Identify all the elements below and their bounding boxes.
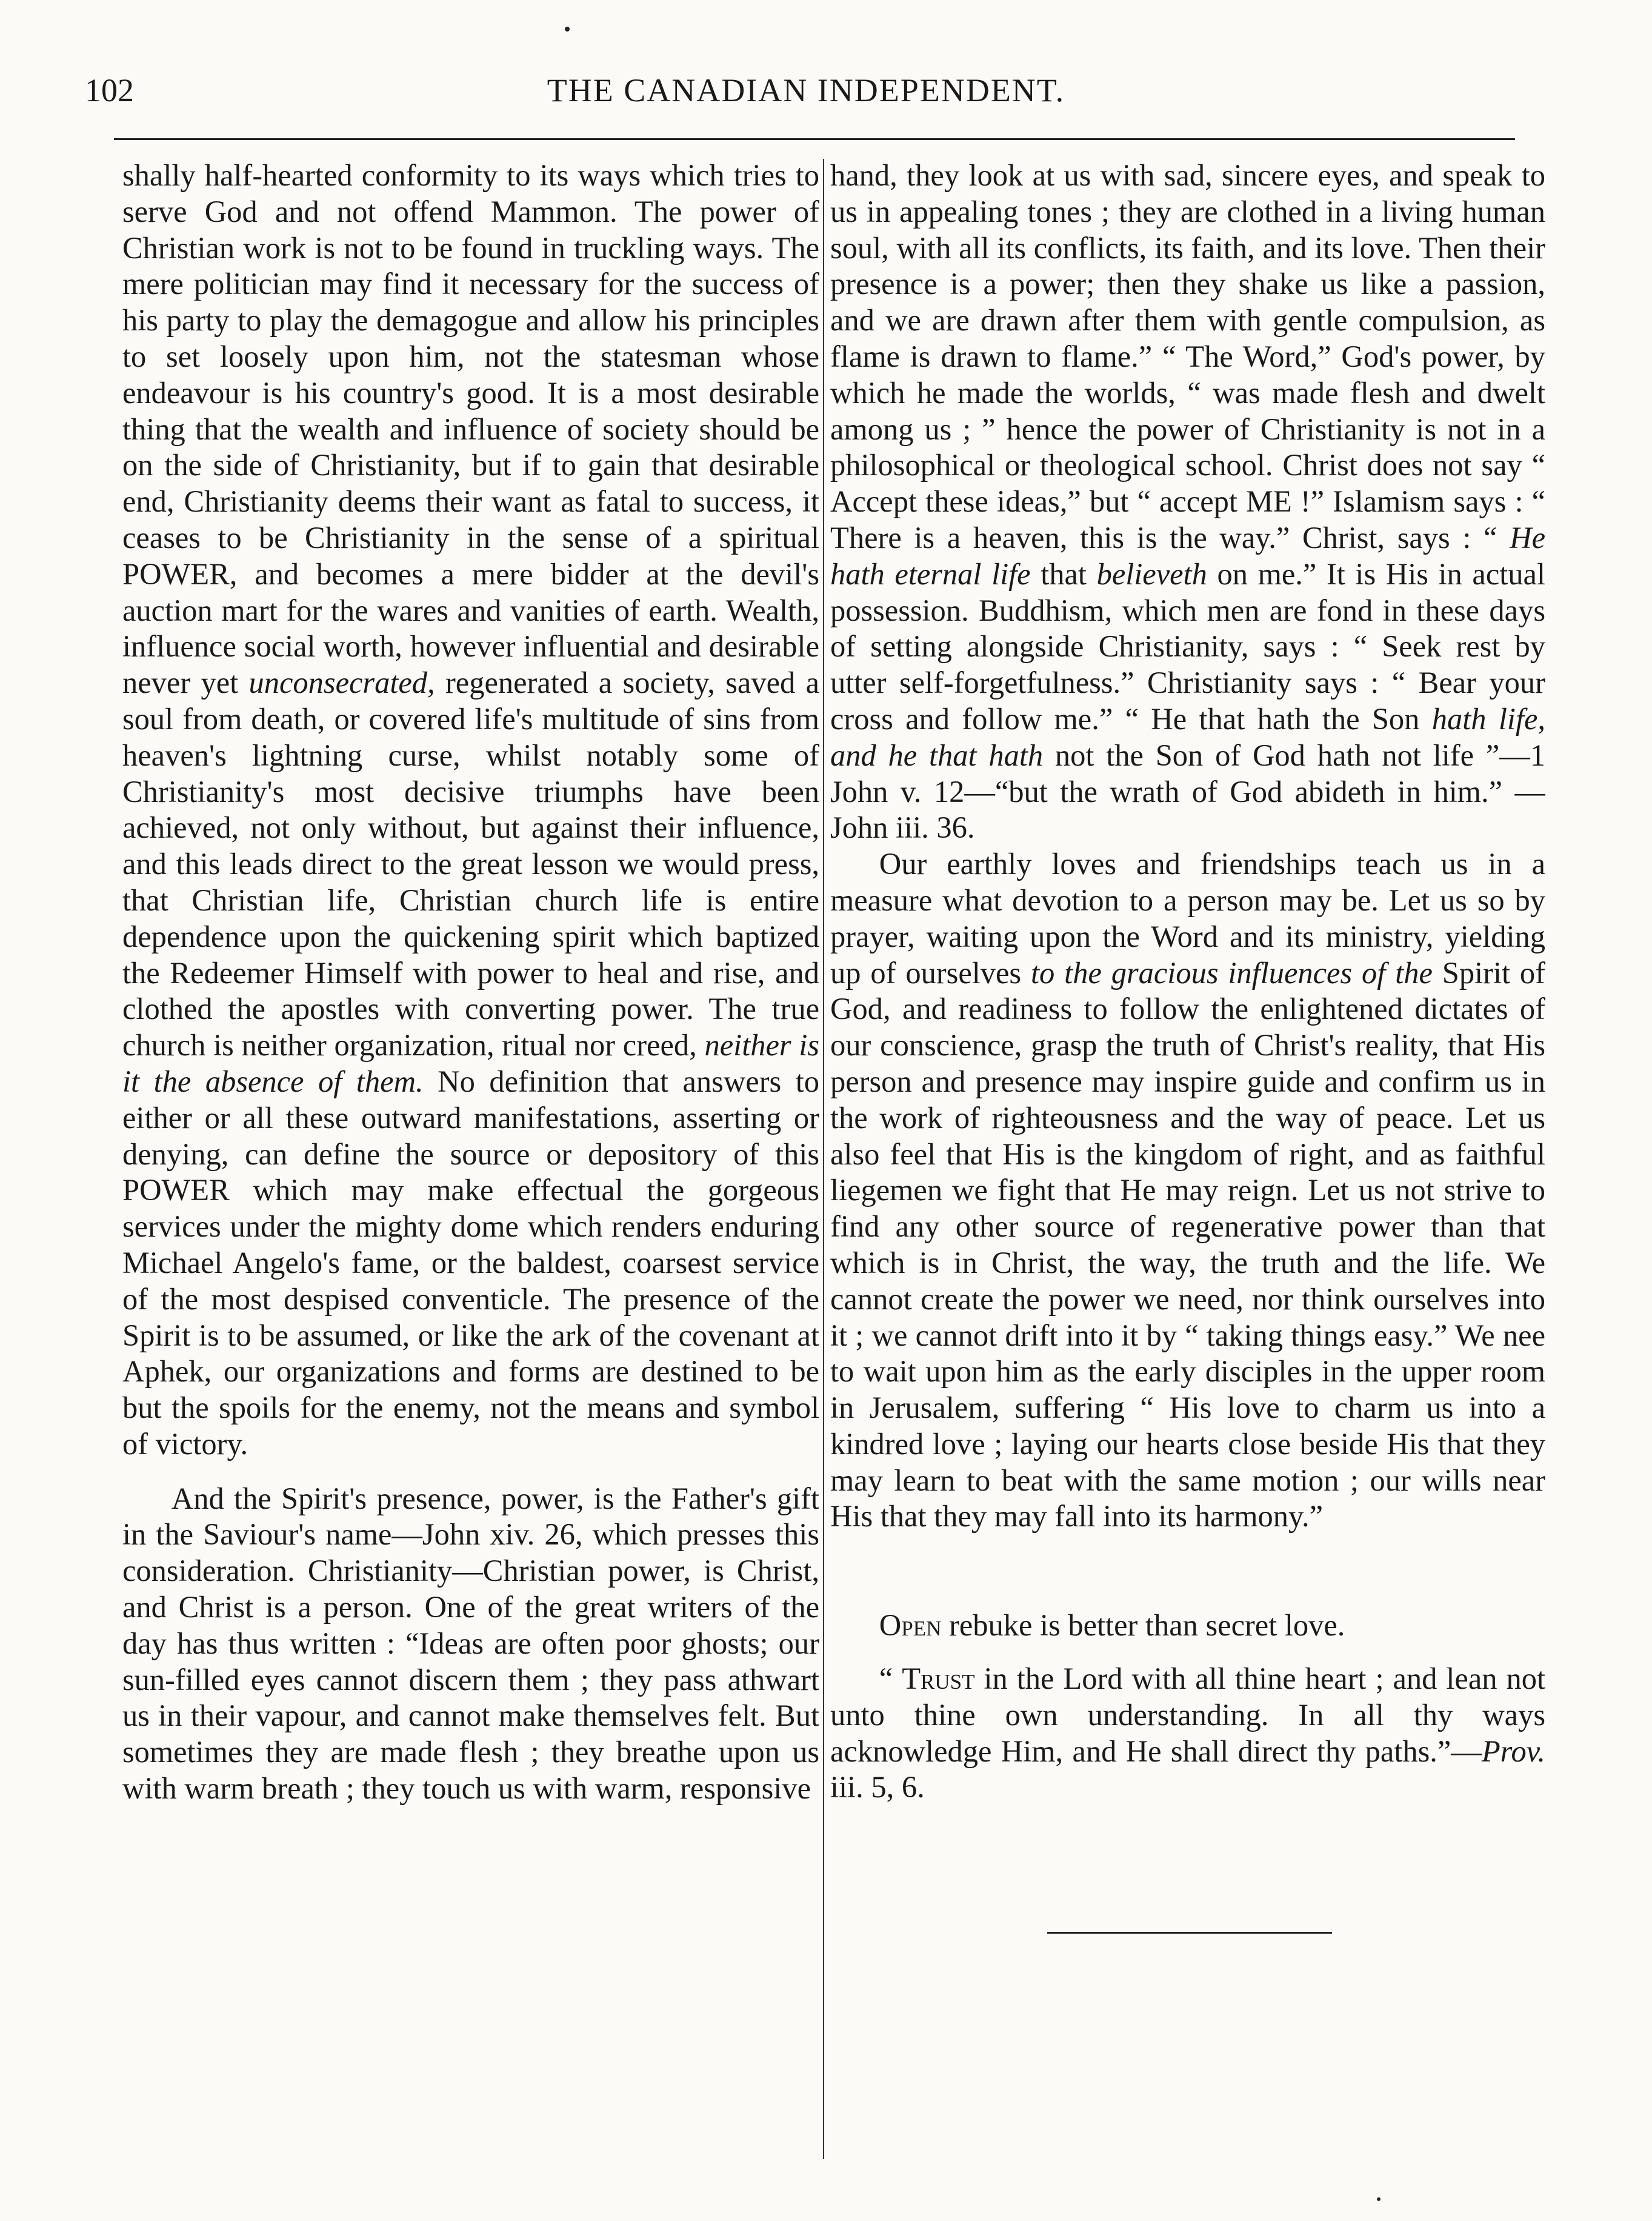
page-header <box>85 72 1527 120</box>
right-paragraph-2: Our earthly loves and friendships teach us in a measure what devotion to a person may be. Let us so by prayer, waiting upon the Word and its ministry, yielding up of ourselves to the gracious influences of the Spirit of God, and readiness to follow the enlightened dictates of our conscience, grasp the truth of Christ's reality, that His person and presence may inspire guide and confirm us in the work of righteousness and the way of peace. Let us also feel that His is the kingdom of right, and as faithful liegemen we fight that He may reign. Let us not strive to find any other source of regenerative power than that which is in Christ, the way, the truth and the life. We cannot create the power we need, nor think ourselves into it ; we cannot drift into it by “ taking things easy.” We nee to wait upon him as the early disciples in the upper room in Jerusalem, suffering “ His love to charm us into a kindred love ; laying our hearts close beside His that they may learn to beat with the same motion ; our wills near His that they may fall into its harmony.” <box>830 847 1545 1534</box>
left-column <box>122 158 819 2182</box>
hath-life-italic: hath life, and he that hath <box>830 701 1545 772</box>
eternal-life-italic: He hath eternal life <box>830 520 1545 591</box>
right-column <box>830 158 1545 2182</box>
column-divider <box>823 159 824 2159</box>
running-title: THE CANADIAN INDEPENDENT. <box>547 72 1065 109</box>
ink-speck-top <box>565 27 570 32</box>
neither-italic: neither is it the absence of them. <box>122 1028 819 1098</box>
left-paragraph-2: And the Spirit's presence, power, is the Father's gift in the Saviour's name—John xiv. 26, which presses this consideration. Christianity—Christian power, is Christ, and Christ is a person. One of the great writers of the day has thus written : “Ideas are often poor ghosts; our sun-filled eyes cannot discern them ; they pass athwart us in their vapour, and cannot make themselves felt. But sometimes they are made flesh ; they breathe upon us with warm breath ; they touch us with warm, responsive <box>122 1481 819 1806</box>
ink-speck-bottom <box>1377 2197 1381 2201</box>
believeth-italic: believeth <box>1096 556 1207 591</box>
gracious-italic: to the gracious influences of the <box>1030 955 1433 990</box>
left-paragraph-1: shally half-hearted conformity to its ways which tries to serve God and not offend Mammon. The power of Christian work is not to be found in truckling ways. The mere politician may find it necessary for the success of his party to play the demagogue and allow his principles to set loosely upon him, not the statesman whose endeavour is his country's good. It is a most desirable thing that the wealth and influence of society should be on the side of Christianity, but if to gain that desirable end, Christianity deems their want as fatal to success, it ceases to be Christianity in the sense of a spiritual POWER, and becomes a mere bidder at the devil's auction mart for the wares and vanities of earth. Wealth, influence social worth, however influential and desirable never yet unconsecrated, regenerated a society, saved a soul from death, or covered life's multitude of sins from heaven's lightning curse, whilst notably some of Christianity's most decisive triumphs have been achieved, not only without, but against their influence, and this leads direct to the great lesson we would press, that Christian life, Christian church life is entire dependence upon the quickening spirit which baptized the Redeemer Himself with power to heal and rise, and clothed the apostles with converting power. The true church is neither organization, ritual nor creed, neither is it the absence of them. No definition that answers to either or all these outward manifestations, asserting or denying, can define the source or depository of this POWER which may make effectual the gorgeous services under the mighty dome which renders enduring Michael Angelo's fame, or the baldest, coarsest service of the most despised conventicle. The presence of the Spirit is to be assumed, or like the ark of the covenant at Aphek, our organizations and forms are destined to be but the spoils for the enemy, not the means and symbol of victory. <box>122 158 819 1461</box>
proverb-trust-in-lord: “ Trust in the Lord with all thine heart ; and lean not unto thine own understanding. In all thy ways acknowledge Him, and He shall direct thy paths.”—Prov. iii. 5, 6. <box>830 1662 1545 1805</box>
power-smallcaps-2: POWER <box>122 1173 230 1207</box>
section-separator-rule <box>1047 1932 1332 1934</box>
power-smallcaps: POWER <box>122 556 230 591</box>
me-smallcaps: ME <box>1245 484 1292 519</box>
unconsecrated-italic: unconsecrated, <box>248 666 435 700</box>
header-rule <box>114 138 1515 140</box>
prov-reference-italic: Prov. <box>1481 1734 1545 1768</box>
proverb-open-rebuke: Open rebuke is better than secret love. <box>879 1608 1345 1643</box>
page-number: 102 <box>85 72 134 109</box>
right-paragraph-1: hand, they look at us with sad, sincere eyes, and speak to us in appealing tones ; they are clothed in a living human soul, with all its conflicts, its faith, and its love. Then their presence is a power; then they shake us like a passion, and we are drawn after them with gentle compulsion, as flame is drawn to flame.” “ The Word,” God's power, by which he made the worlds, “ was made flesh and dwelt among us ; ” hence the power of Christianity is not in a philosophical or theological school. Christ does not say “ Accept these ideas,” but “ accept ME !” Islamism says : “ There is a heaven, this is the way.” Christ, says : “ He hath eternal life that believeth on me.” It is His in actual possession. Buddhism, which men are fond in these days of setting alongside Christianity, says : “ Seek rest by utter self-forgetfulness.” Christianity says : “ Bear your cross and follow me.” “ He that hath the Son hath life, and he that hath not the Son of God hath not life ”—1 John v. 12—“but the wrath of God abideth in him.” —John iii. 36. <box>830 158 1545 845</box>
